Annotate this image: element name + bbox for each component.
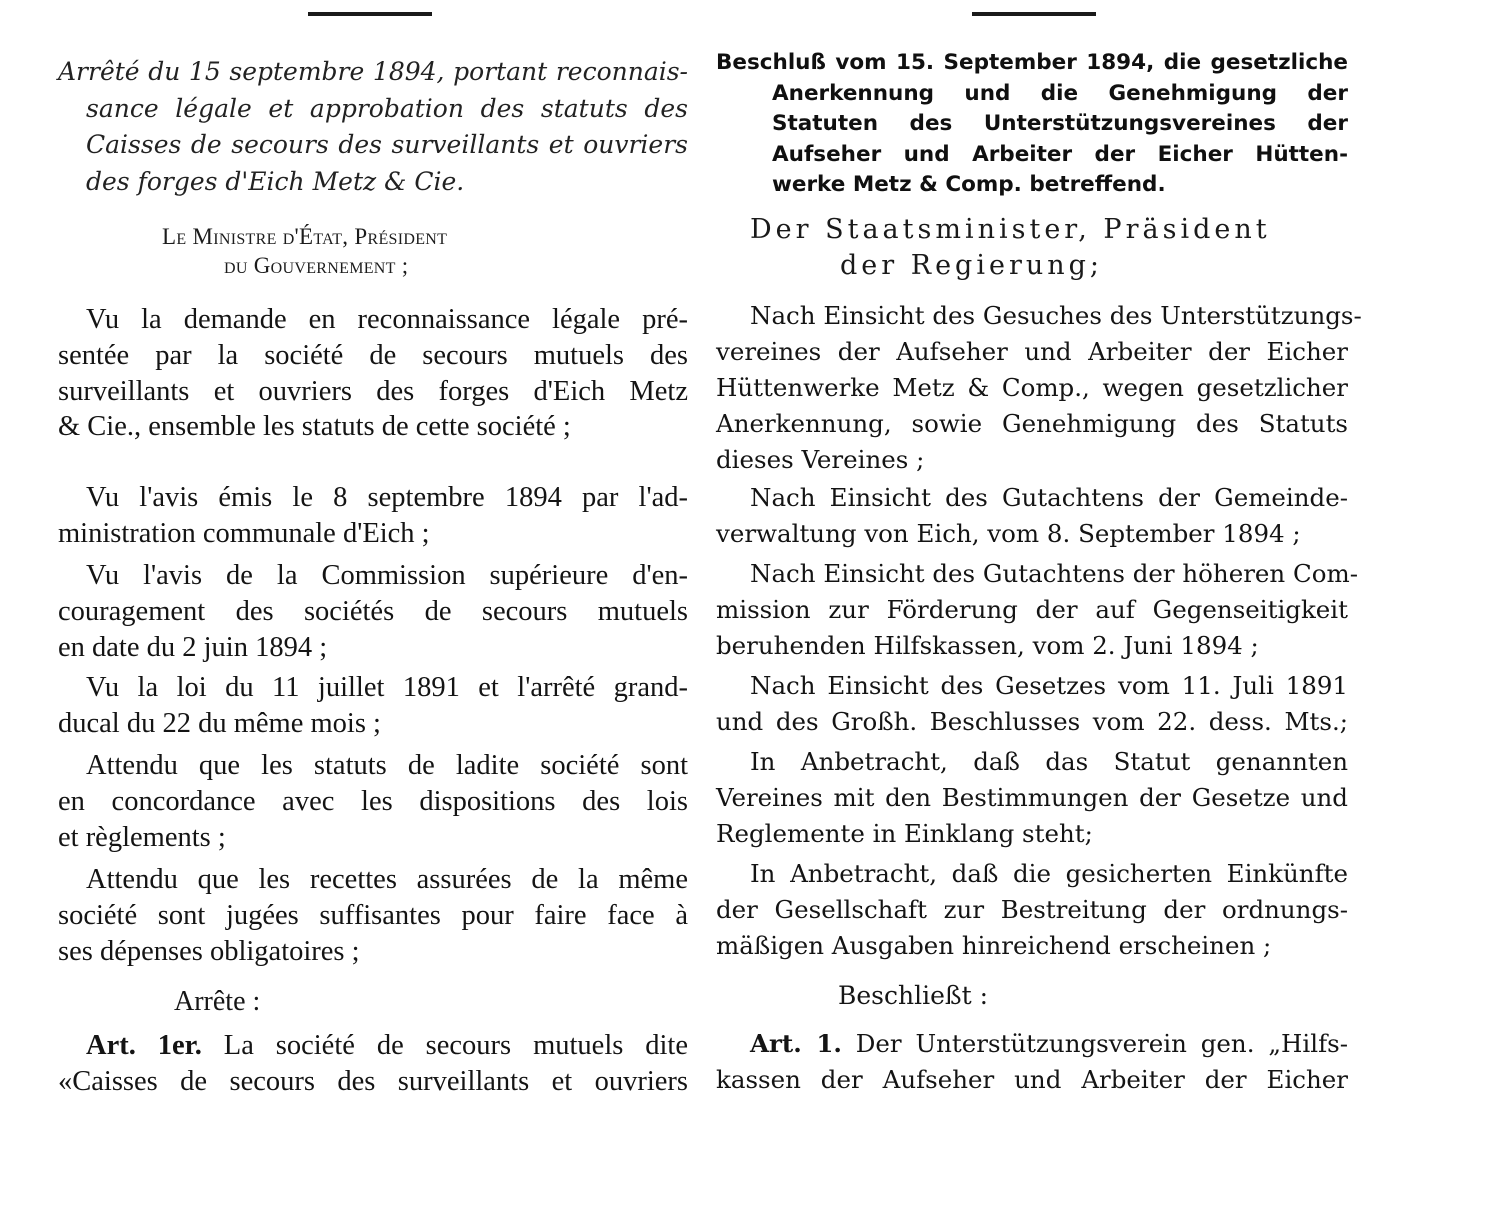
fr-body-line: et règlements ;: [58, 821, 226, 853]
de-decree-title: [716, 48, 1348, 201]
top-rule-right: [972, 12, 1096, 16]
de-body-line: und des Großh. Beschlusses vom 22. dess. Mts.;: [716, 707, 1348, 736]
fr-paragraph-statuts: [58, 748, 688, 855]
de-article-1-line: [716, 1026, 1348, 1062]
fr-article-1: [58, 1028, 688, 1100]
fr-heading-line: Le Ministre d'État, Président: [162, 224, 448, 249]
de-body-line: der Gesellschaft zur Bestreitung der ordnungs-: [716, 895, 1348, 924]
fr-paragraph-avis-commission: [58, 558, 688, 665]
fr-title-line: Caisses de secours des surveillants et ouvriers: [86, 130, 688, 159]
de-body-line: In Anbetracht, daß die gesicherten Einkünfte: [750, 859, 1348, 888]
fr-article-1-line: [58, 1028, 688, 1064]
fr-body-line: ses dépenses obligatoires ;: [58, 935, 360, 967]
de-body-line: Nach Einsicht des Gesuches des Unterstützungs-: [750, 301, 1362, 330]
fr-arrete-heading: Arrête :: [174, 986, 261, 1017]
de-body-line: Hüttenwerke Metz & Comp., wegen gesetzlicher: [716, 373, 1348, 402]
fr-body-line: société sont jugées suffisantes pour faire face à: [58, 899, 688, 931]
fr-paragraph-avis-communal: [58, 480, 688, 552]
fr-body-line: & Cie., ensemble les statuts de cette société ;: [58, 411, 571, 443]
de-title-line: Beschluß vom 15. September 1894, die gesetzliche: [716, 50, 1348, 75]
fr-body-line: Attendu que les recettes assurées de la même: [86, 864, 688, 895]
de-beschliesst-heading: Beschließt :: [838, 981, 988, 1010]
fr-body-line: «Caisses de secours des surveillants et ouvriers: [58, 1065, 688, 1097]
de-body-line: In Anbetracht, daß das Statut genannten: [750, 747, 1348, 776]
de-body-line: kassen der Aufseher und Arbeiter der Eicher: [716, 1065, 1348, 1094]
de-title-line: Statuten des Unterstützungsvereines der: [772, 111, 1348, 136]
fr-title-line: Arrêté du 15 septembre 1894, portant reconnais-: [58, 57, 688, 86]
fr-body-line: Vu la demande en reconnaissance légale pré-: [86, 304, 688, 335]
de-title-line: werke Metz & Comp. betreffend.: [772, 172, 1166, 197]
fr-heading-line: du Gouvernement ;: [224, 253, 409, 278]
de-minister-heading: [716, 212, 1348, 284]
de-body-line: mission zur Förderung der auf Gegenseitigkeit: [716, 595, 1348, 624]
fr-paragraph-loi: [58, 670, 688, 742]
fr-body-line: en date du 2 juin 1894 ;: [58, 631, 328, 663]
de-paragraph-gemeinde: [716, 480, 1348, 552]
de-body-line: Reglemente in Einklang steht;: [716, 819, 1093, 848]
de-body-line: vereines der Aufseher und Arbeiter der Eicher: [716, 337, 1348, 366]
fr-title-line: des forges d'Eich Metz & Cie.: [86, 166, 465, 196]
de-article-1-label: Art. 1.: [750, 1029, 842, 1058]
de-article-1: [716, 1026, 1348, 1098]
de-heading-line: Der Staatsminister, Präsident: [750, 214, 1271, 245]
de-body-line: verwaltung von Eich, vom 8. September 1894 ;: [716, 519, 1301, 548]
de-paragraph-gesetz: [716, 668, 1348, 740]
fr-body-line: couragement des sociétés de secours mutuels: [58, 595, 688, 627]
fr-body-line: Vu la loi du 11 juillet 1891 et l'arrêté grand-: [86, 672, 688, 703]
de-body-line: Anerkennung, sowie Genehmigung des Statuts: [716, 409, 1348, 438]
de-body-line: Nach Einsicht des Gesetzes vom 11. Juli 1891: [750, 671, 1348, 700]
de-body-line: beruhenden Hilfskassen, vom 2. Juni 1894 ;: [716, 631, 1259, 660]
de-heading-line: der Regierung;: [840, 250, 1104, 281]
de-paragraph-statut: [716, 744, 1348, 852]
de-body-line: Nach Einsicht des Gutachtens der Gemeinde-: [750, 483, 1348, 512]
de-title-line: Anerkennung und die Genehmigung der: [772, 80, 1348, 106]
fr-minister-heading: [162, 222, 447, 280]
fr-body-line: en concordance avec les dispositions des lois: [58, 785, 688, 817]
fr-paragraph-demande: [58, 302, 688, 445]
fr-body-line: ducal du 22 du même mois ;: [58, 707, 381, 739]
fr-article-1-label: Art. 1er.: [86, 1030, 202, 1061]
fr-decree-title: [58, 54, 688, 200]
de-paragraph-gesuch: [716, 298, 1362, 478]
fr-article-1-text: La société de secours mutuels dite: [201, 1030, 688, 1061]
fr-body-line: sentée par la société de secours mutuels des: [58, 339, 688, 371]
fr-body-line: Vu l'avis de la Commission supérieure d'en-: [86, 560, 688, 591]
de-paragraph-einkuenfte: [716, 856, 1348, 964]
de-body-line: Nach Einsicht des Gutachtens der höheren Com-: [750, 559, 1358, 588]
de-title-line: Aufseher und Arbeiter der Eicher Hütten-: [772, 141, 1348, 167]
fr-body-line: surveillants et ouvriers des forges d'Eich Metz: [58, 375, 688, 407]
de-paragraph-commission: [716, 556, 1358, 664]
top-rule-left: [308, 12, 432, 16]
de-body-line: dieses Vereines ;: [716, 445, 925, 474]
fr-paragraph-recettes: [58, 862, 688, 969]
fr-title-line: sance légale et approbation des statuts des: [86, 93, 688, 123]
de-body-line: Vereines mit den Bestimmungen der Gesetze und: [716, 783, 1348, 812]
de-body-line: mäßigen Ausgaben hinreichend erscheinen ;: [716, 931, 1272, 960]
fr-body-line: ministration communale d'Eich ;: [58, 517, 430, 549]
fr-body-line: Vu l'avis émis le 8 septembre 1894 par l'ad-: [86, 482, 688, 513]
de-article-1-text: Der Unterstützungsverein gen. „Hilfs-: [841, 1029, 1348, 1058]
fr-body-line: Attendu que les statuts de ladite société sont: [86, 750, 688, 781]
